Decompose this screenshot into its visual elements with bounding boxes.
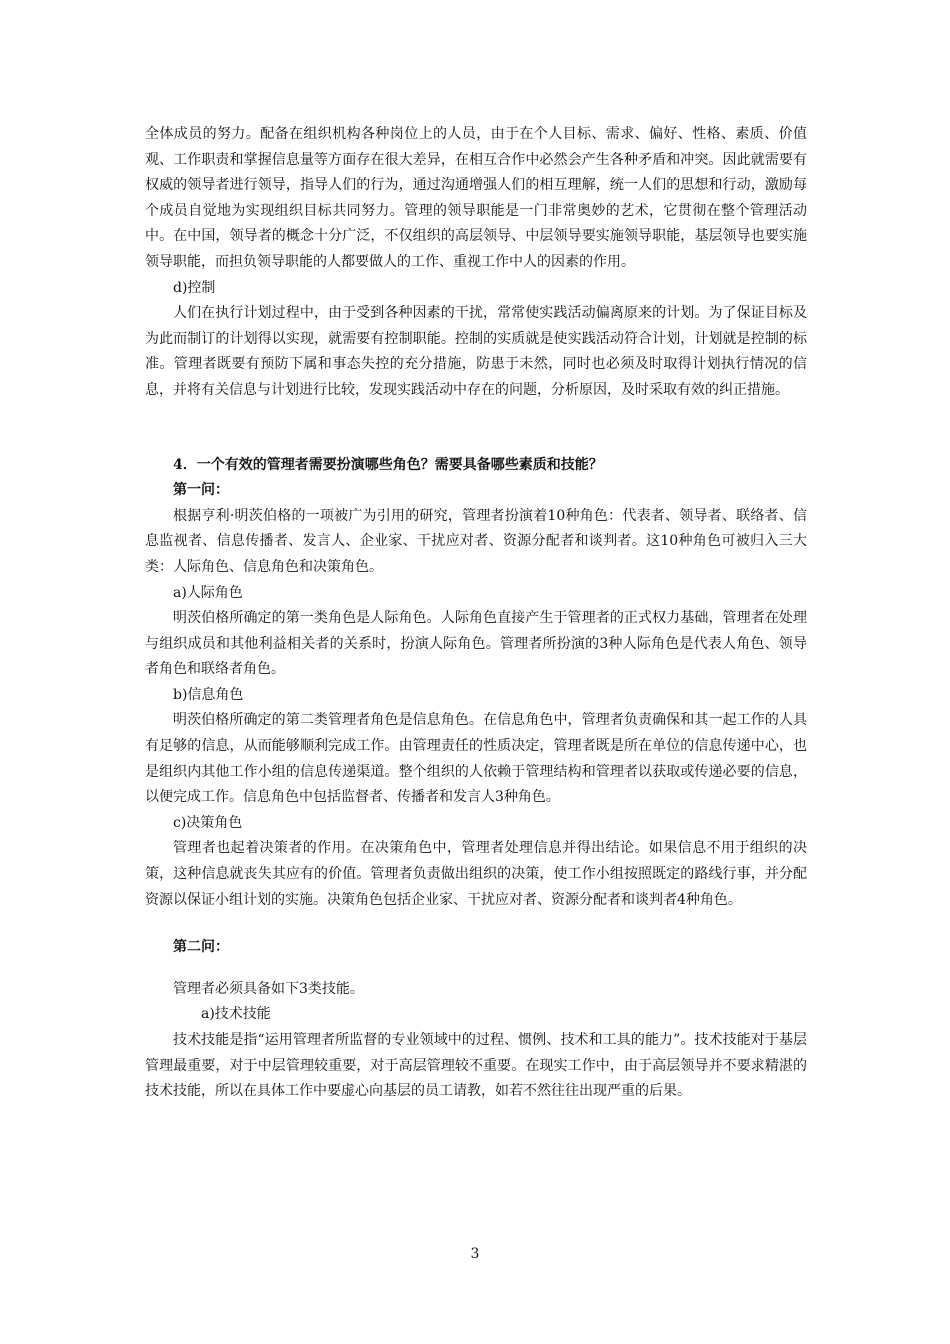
paragraph-informational-roles: 明茨伯格所确定的第二类管理者角色是信息角色。在信息角色中，管理者负责确保和其一起工作的人具有足够的信息，从而能够顺利完成工作。由管理责任的性质决定，管理者既是所在单位的信息传递中心，也是组织内其他工作小组的信息传递渠道。整个组织的人依赖于管理结构和管理者以获取或传递必要的信息，以便完成工作。信息角色中包括监督者、传播者和发言人3种角色。	[145, 712, 807, 806]
paragraph-interpersonal-roles: 明茨伯格所确定的第一类角色是人际角色。人际角色直接产生于管理者的正式权力基础，管理者在处理与组织成员和其他利益相关者的关系时，扮演人际角色。管理者所扮演的3种人际角色是代表人角色、领导者角色和联络者角色。	[145, 610, 807, 678]
subheading-interpersonal-roles: a)人际角色	[173, 584, 243, 601]
page-number: 3	[470, 1246, 480, 1262]
paragraph-decisional-roles: 管理者也起着决策者的作用。在决策角色中，管理者处理信息并得出结论。如果信息不用于组织的决策，这种信息就丧失其应有的价值。管理者负责做出组织的决策，使工作小组按照既定的路线行事，并分配资源以保证小组计划的实施。决策角色包括企业家、干扰应对者、资源分配者和谈判者4种角色。	[145, 840, 807, 908]
paragraph-control: 人们在执行计划过程中，由于受到各种因素的干扰，常常使实践活动偏离原来的计划。为了保证目标及为此而制订的计划得以实现，就需要有控制职能。控制的实质就是使实践活动符合计划，计划就是控制的标准。管理者既要有预防下属和事态失控的充分措施，防患于未然，同时也必须及时取得计划执行情况的信息，并将有关信息与计划进行比较，发现实践活动中存在的问题，分析原因，及时采取有效的纠正措施。	[145, 305, 807, 398]
subheading-control: d)控制	[173, 279, 216, 296]
question-heading: 4．一个有效的管理者需要扮演哪些角色？需要具备哪些素质和技能？	[173, 456, 603, 473]
paragraph-leadership-continued: 全体成员的努力。配备在组织机构各种岗位上的人员，由于在个人目标、需求、偏好、性格、素质、价值观、工作职责和掌握信息量等方面存在很大差异，在相互合作中必然会产生各种矛盾和冲突。因此就需要有权威的领导者进行领导，指导人们的行为，通过沟通增强人们的相互理解，统一人们的思想和行动，激励每个成员自觉地为实现组织目标共同努力。管理的领导职能是一门非常奥妙的艺术，它贯彻在整个管理活动中。在中国，领导者的概念十分广泛，不仅组织的高层领导、中层领导要实施领导职能，基层领导也要实施领导职能，而担负领导职能的人都要做人的工作、重视工作中人的因素的作用。	[145, 126, 807, 270]
paragraph-technical-skills: 技术技能是指“运用管理者所监督的专业领域中的过程、惯例、技术和工具的能力”。技术技能对于基层管理最重要，对于中层管理较重要，对于高层管理较不重要。在现实工作中，由于高层领导并不要求精湛的技术技能，所以在具体工作中要虚心向基层的员工请教，如若不然往往出现严重的后果。	[145, 1032, 807, 1100]
paragraph-skills-intro: 管理者必须具备如下3类技能。	[173, 980, 364, 997]
part-two-heading: 第二问：	[173, 939, 229, 956]
document-body	[145, 122, 807, 1105]
part-one-heading: 第一问：	[173, 482, 229, 499]
paragraph-manager-roles: 根据亨利·明茨伯格的一项被广为引用的研究，管理者扮演着10种角色：代表者、领导者、联络者、信息监视者、信息传播者、发言人、企业家、干扰应对者、资源分配者和谈判者。这10种角色可被归入三大类：人际角色、信息角色和决策角色。	[145, 507, 807, 575]
subheading-informational-roles: b)信息角色	[173, 686, 244, 703]
subheading-technical-skills: a)技术技能	[201, 1006, 271, 1023]
subheading-decisional-roles: c)决策角色	[173, 814, 243, 831]
